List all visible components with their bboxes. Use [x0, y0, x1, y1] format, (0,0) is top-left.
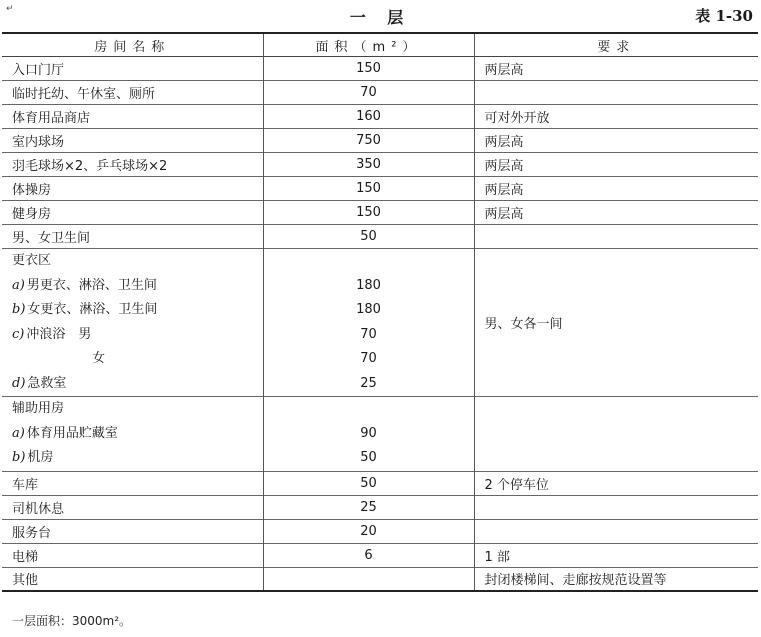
item-name: 男更衣、淋浴、卫生间 [26, 277, 157, 293]
aux-group-row [2, 397, 758, 472]
item-letter: c) [12, 326, 25, 342]
table-row [2, 129, 758, 153]
room-req: 两层高 [474, 201, 758, 225]
aux-names [2, 397, 263, 472]
item-name: 女 [92, 351, 106, 366]
sub-item [12, 422, 263, 447]
room-area: 20 [263, 519, 474, 543]
item-letter: b) [12, 302, 26, 317]
room-req [474, 81, 758, 105]
room-name: 室内球场 [2, 129, 263, 153]
table-row [2, 81, 758, 105]
changing-areas [263, 249, 474, 397]
return-mark: ↵ [6, 4, 14, 14]
table-row [2, 495, 758, 519]
item-letter: d) [12, 375, 26, 391]
table-row [2, 471, 758, 495]
room-name: 车库 [2, 471, 263, 495]
room-req [474, 225, 758, 249]
sub-item [12, 298, 263, 323]
room-req: 可对外开放 [474, 105, 758, 129]
room-area: 70 [263, 81, 474, 105]
table-row [2, 177, 758, 201]
room-name: 临时托幼、午休室、厕所 [2, 81, 263, 105]
table-title: 一 层 [349, 8, 412, 27]
table-row [2, 519, 758, 543]
room-area: 160 [263, 105, 474, 129]
group-title: 更衣区 [12, 253, 52, 268]
table-row [2, 567, 758, 591]
room-name: 体育用品商店 [2, 105, 263, 129]
item-area: 70 [360, 351, 377, 366]
room-req: 两层高 [474, 129, 758, 153]
room-name: 电梯 [2, 543, 263, 567]
room-area: 25 [263, 495, 474, 519]
room-name: 入口门厅 [2, 57, 263, 81]
room-name: 羽毛球场×2、乒乓球场×2 [2, 153, 263, 177]
room-area: 50 [263, 225, 474, 249]
room-name: 健身房 [2, 201, 263, 225]
item-name: 急救室 [27, 375, 67, 391]
room-area: 50 [263, 471, 474, 495]
item-area: 50 [360, 450, 377, 465]
table-number: 表 1-30 [695, 7, 753, 25]
room-req [474, 519, 758, 543]
room-req: 2 个停车位 [474, 471, 758, 495]
sub-item [12, 372, 263, 397]
item-letter: a) [12, 425, 25, 441]
room-req: 两层高 [474, 177, 758, 201]
room-area: 350 [263, 153, 474, 177]
room-name: 司机休息 [2, 495, 263, 519]
room-area: 150 [263, 177, 474, 201]
item-letter: a) [12, 277, 25, 293]
group-title: 辅助用房 [12, 401, 65, 416]
item-name: 女更衣、淋浴、卫生间 [27, 302, 158, 317]
table-row [2, 225, 758, 249]
room-area [263, 567, 474, 591]
table-row [2, 57, 758, 81]
header-name: 房间名称 [2, 33, 263, 57]
room-name: 体操房 [2, 177, 263, 201]
changing-req: 男、女各一间 [474, 249, 758, 397]
table-row [2, 201, 758, 225]
room-area: 6 [263, 543, 474, 567]
changing-names [2, 249, 263, 397]
room-area: 150 [263, 57, 474, 81]
room-table [2, 32, 758, 592]
item-area: 180 [356, 302, 381, 317]
table-row [2, 153, 758, 177]
room-req: 封闭楼梯间、走廊按规范设置等 [474, 567, 758, 591]
room-req [474, 495, 758, 519]
item-name: 冲浪浴 男 [26, 326, 92, 342]
room-req: 1 部 [474, 543, 758, 567]
table-row [2, 543, 758, 567]
item-name: 机房 [27, 450, 54, 465]
aux-areas [263, 397, 474, 472]
sub-item [12, 347, 263, 372]
item-name: 体育用品贮藏室 [26, 425, 118, 441]
item-area: 180 [356, 277, 381, 293]
sub-item [12, 446, 263, 471]
aux-req [474, 397, 758, 472]
sub-item [12, 323, 263, 348]
table-row [2, 105, 758, 129]
item-area: 90 [360, 425, 377, 441]
room-name: 服务台 [2, 519, 263, 543]
room-area: 150 [263, 201, 474, 225]
item-letter: b) [12, 450, 26, 465]
item-area: 25 [360, 375, 377, 391]
header-row [2, 33, 758, 57]
room-name: 男、女卫生间 [2, 225, 263, 249]
sub-item [12, 274, 263, 299]
room-area: 750 [263, 129, 474, 153]
room-req: 两层高 [474, 153, 758, 177]
header-area: 面积（m²） [263, 33, 474, 57]
room-name: 其他 [2, 567, 263, 591]
changing-group-row [2, 249, 758, 397]
room-req: 两层高 [474, 57, 758, 81]
header-req: 要求 [474, 33, 758, 57]
table-note: 一层面积：3000m²。 [12, 614, 132, 628]
item-area: 70 [360, 326, 377, 342]
